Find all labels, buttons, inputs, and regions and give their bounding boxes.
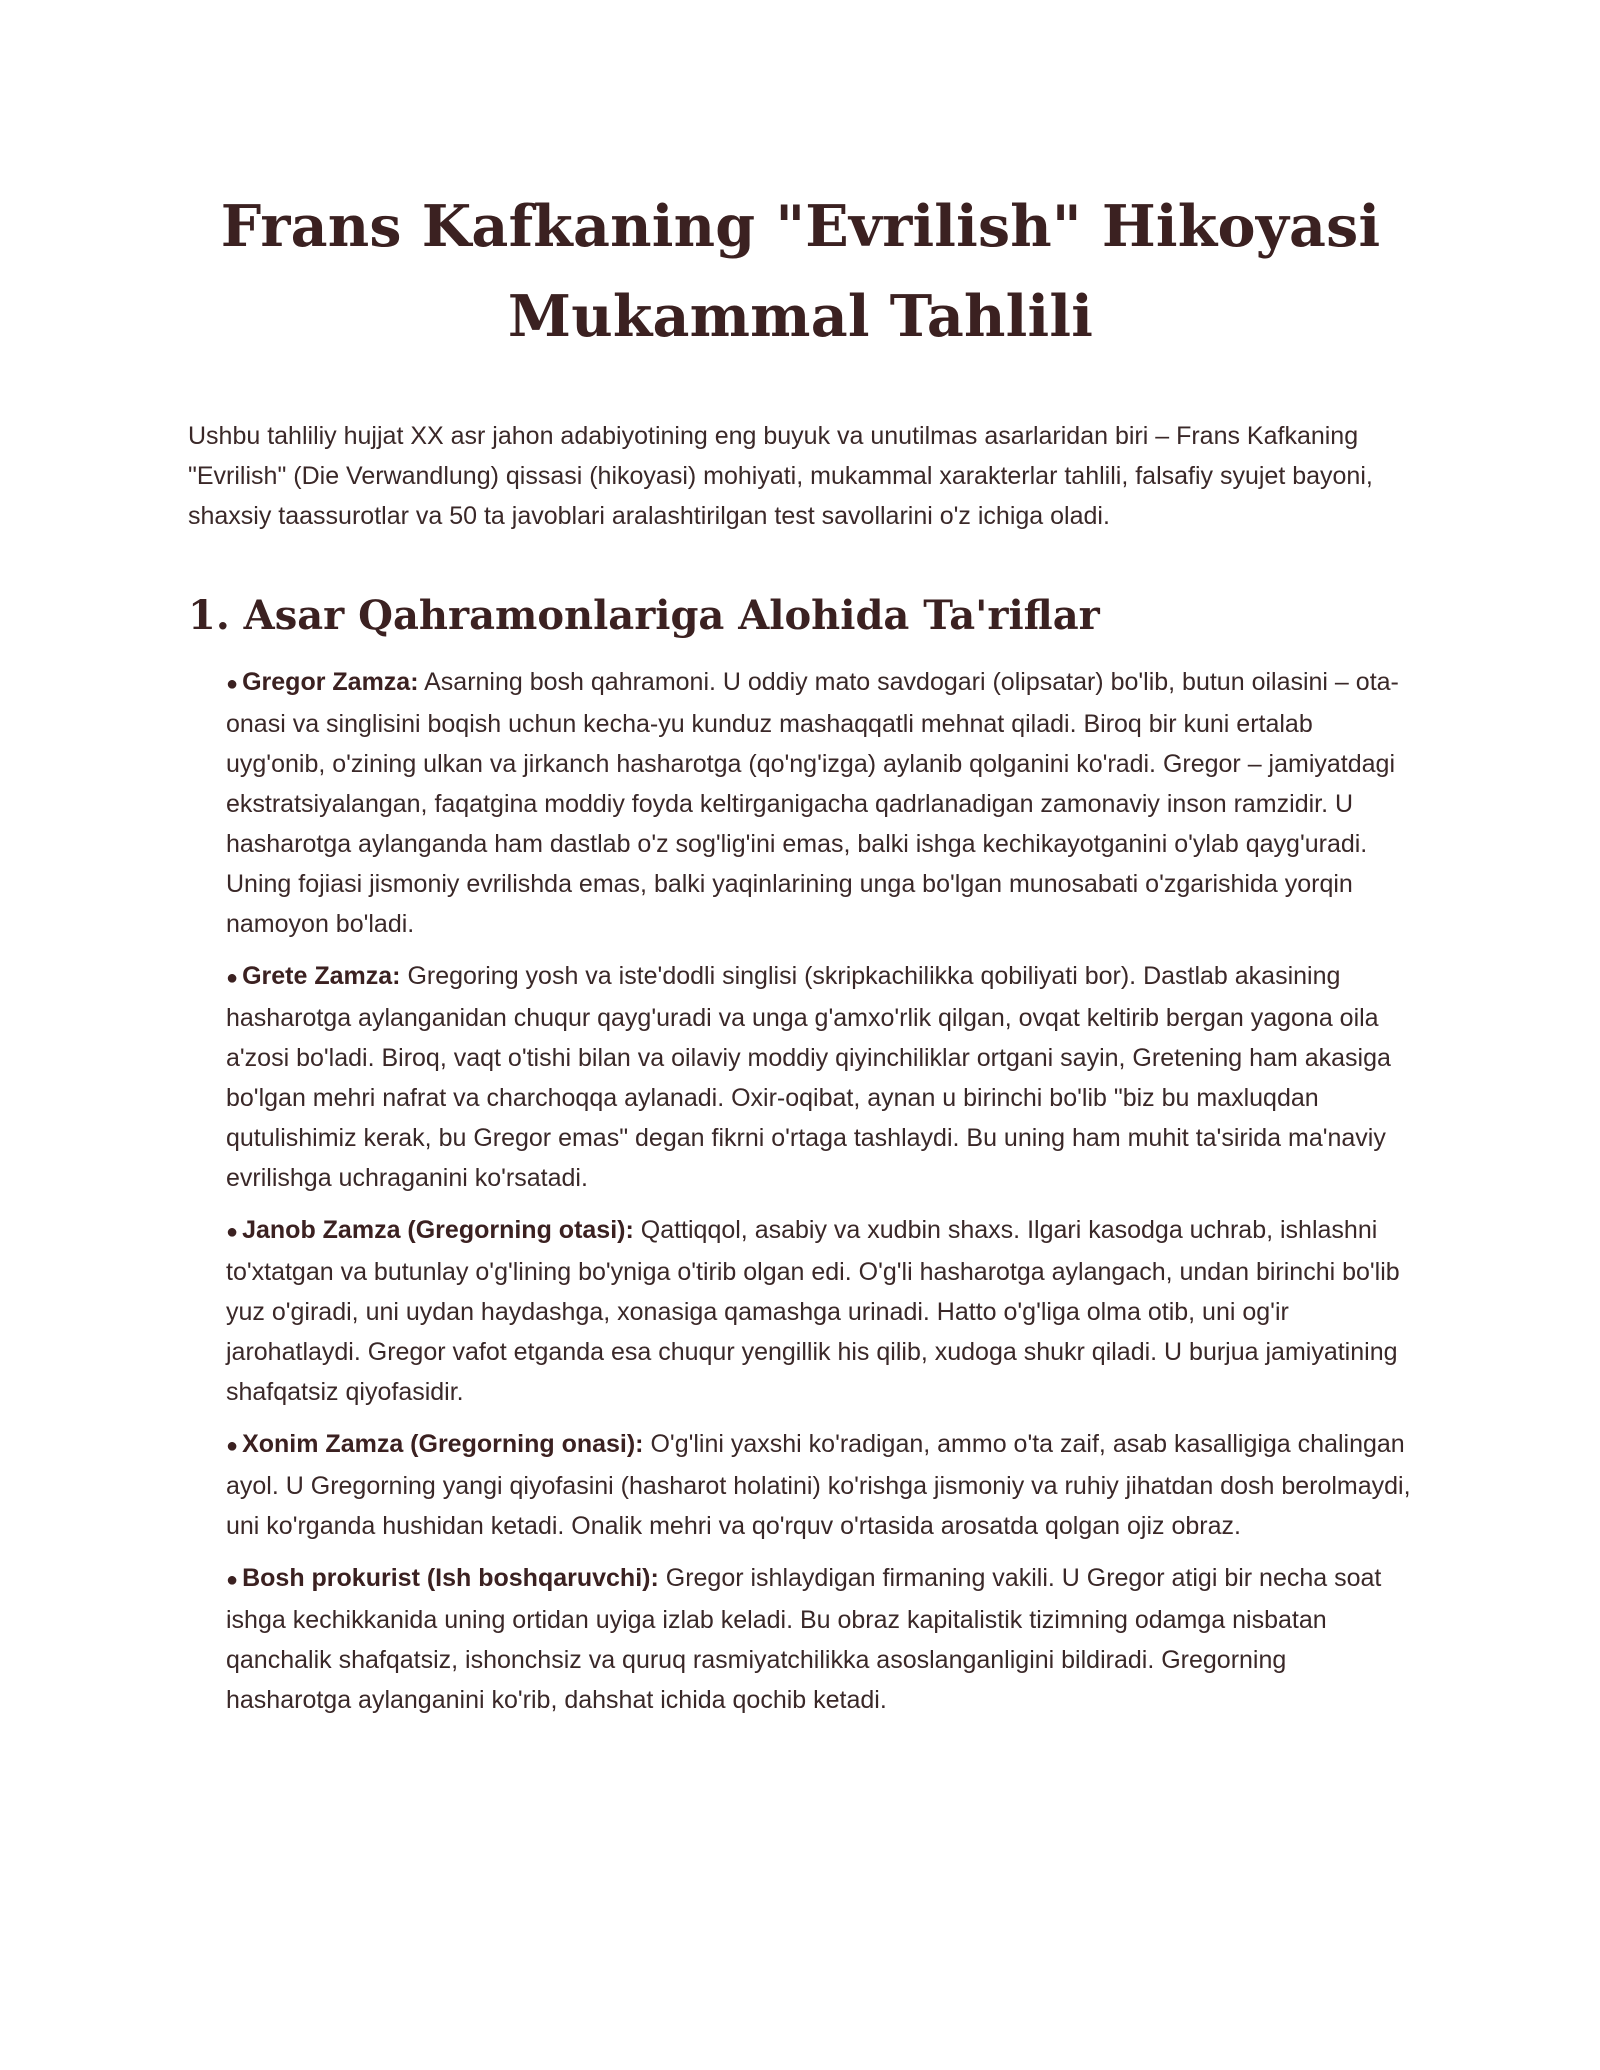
character-item-grete — [226, 956, 1413, 1198]
character-description: Gregoring yosh va iste'dodli singlisi (skripkachilikka qobiliyati bor). Dastlab akasining hasharotga aylanganidan chuqur qayg'uradi va unga g'amxo'rlik qilgan, ovqat keltirib bergan yagona oila a'zosi bo'ladi. Biroq, vaqt o'tishi bilan va oilaviy moddiy qiyinchiliklar ortgani sayin, Gretening ham akasiga bo'lgan mehri nafrat va charchoqqa aylanadi. Oxir-oqibat, aynan u birinchi bo'lib "biz bu maxluqdan qutulishimiz kerak, bu Gregor emas" degan fikrni o'rtaga tashlaydi. Bu uning ham muhit ta'sirida ma'naviy evrilishga uchraganini ko'rsatadi. — [226, 962, 1391, 1192]
document-page — [188, 182, 1413, 1732]
intro-paragraph: Ushbu tahliliy hujjat XX asr jahon adabiyotining eng buyuk va unutilmas asarlaridan biri – Frans Kafkaning "Evrilish" (Die Verwandlung) qissasi (hikoyasi) mohiyati, mukammal xarakterlar tahlili, falsafiy syujet bayoni, shaxsiy taassurotlar va 50 ta javoblari aralashtirilgan test savollarini o'z ichiga oladi. — [188, 422, 1373, 530]
character-name: Grete Zamza: — [242, 962, 401, 990]
character-name: Gregor Zamza: — [242, 668, 419, 696]
character-item-gregor — [226, 662, 1413, 944]
bullet-icon: ● — [226, 1435, 239, 1457]
bullet-icon: ● — [226, 673, 239, 695]
character-name: Xonim Zamza (Gregorning onasi): — [242, 1430, 644, 1458]
bullet-icon: ● — [226, 967, 239, 989]
document-title: Frans Kafkaning "Evrilish" Hikoyasi Mukammal Tahlili — [220, 193, 1381, 350]
character-item-manager — [226, 1558, 1413, 1720]
character-list — [188, 662, 1413, 1720]
bullet-icon: ● — [226, 1221, 239, 1243]
character-name: Janob Zamza (Gregorning otasi): — [242, 1216, 634, 1244]
section-heading-characters: 1. Asar Qahramonlariga Alohida Ta'riflar — [188, 592, 1100, 639]
character-item-mother — [226, 1424, 1413, 1546]
character-name: Bosh prokurist (Ish boshqaruvchi): — [242, 1564, 659, 1592]
bullet-icon: ● — [226, 1569, 239, 1591]
character-item-father — [226, 1210, 1413, 1412]
character-description: Asarning bosh qahramoni. U oddiy mato savdogari (olipsatar) bo'lib, butun oilasini – ota-onasi va singlisini boqish uchun kecha-yu kunduz mashaqqatli mehnat qiladi. Biroq bir kuni ertalab uyg'onib, o'zining ulkan va jirkanch hasharotga (qo'ng'izga) aylanib qolganini ko'radi. Gregor – jamiyatdagi ekstratsiyalangan, faqatgina moddiy foyda keltirganigacha qadrlanadigan zamonaviy inson ramzidir. U hasharotga aylanganda ham dastlab o'z sog'lig'ini emas, balki ishga kechikayotganini o'ylab qayg'uradi. Uning fojiasi jismoniy evrilishda emas, balki yaqinlarining unga bo'lgan munosabati o'zgarishida yorqin namoyon bo'ladi. — [226, 668, 1399, 938]
character-description: Gregor ishlaydigan firmaning vakili. U Gregor atigi bir necha soat ishga kechikkanida uning ortidan uyiga izlab keladi. Bu obraz kapitalistik tizimning odamga nisbatan qanchalik shafqatsiz, ishonchsiz va quruq rasmiyatchilikka asoslanganligini bildiradi. Gregorning hasharotga aylanganini ko'rib, dahshat ichida qochib ketadi. — [226, 1564, 1382, 1714]
character-description: Qattiqqol, asabiy va xudbin shaxs. Ilgari kasodga uchrab, ishlashni to'xtatgan va butunlay o'g'lining bo'yniga o'tirib olgan edi. O'g'li hasharotga aylangach, undan birinchi bo'lib yuz o'giradi, uni uydan haydashga, xonasiga qamashga urinadi. Hatto o'g'liga olma otib, uni og'ir jarohatlaydi. Gregor vafot etganda esa chuqur yengillik his qilib, xudoga shukr qiladi. U burjua jamiyatining shafqatsiz qiyofasidir. — [226, 1216, 1400, 1406]
character-description: O'g'lini yaxshi ko'radigan, ammo o'ta zaif, asab kasalligiga chalingan ayol. U Gregorning yangi qiyofasini (hasharot holatini) ko'rishga jismoniy va ruhiy jihatdan dosh berolmaydi, uni ko'rganda hushidan ketadi. Onalik mehri va qo'rquv o'rtasida arosatda qolgan ojiz obraz. — [226, 1430, 1411, 1540]
